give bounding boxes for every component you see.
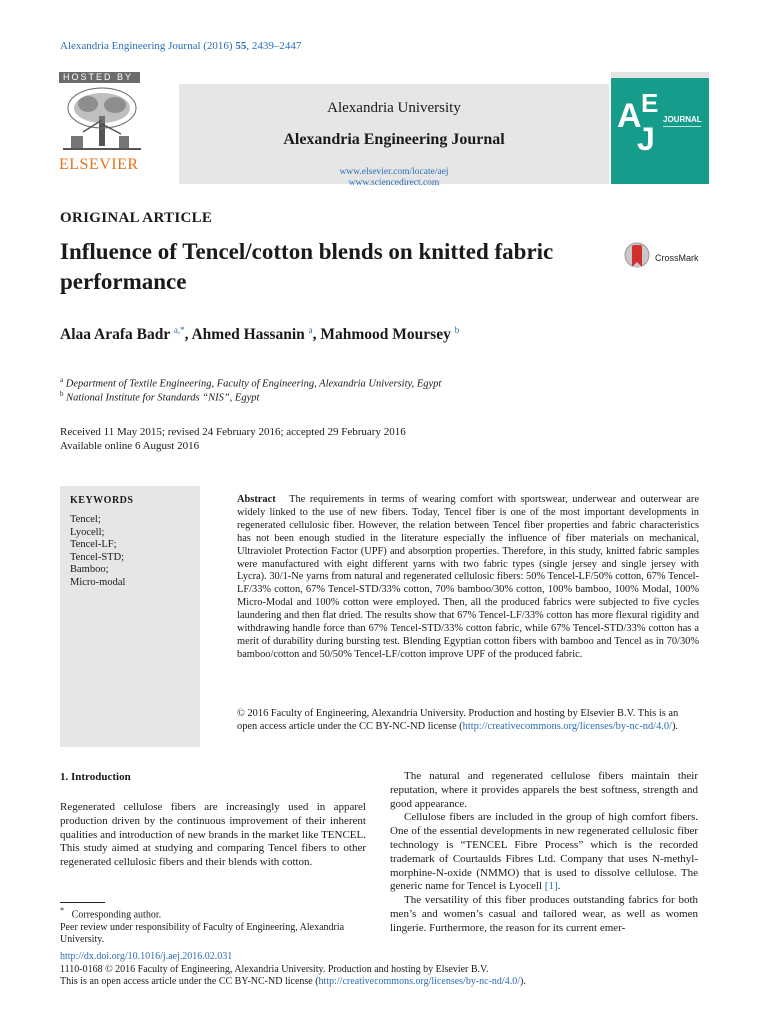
affiliation-b: $^b$ National Institute for Standards “NIS”, Egypt [60,390,260,404]
sciencedirect-url-link[interactable]: www.sciencedirect.com [348,178,440,188]
crossmark-label: CrossMark [655,253,699,263]
intro-paragraph: Cellulose fibers are included in the group of high comfort fibers. One of the essential developments in new regenerated cellulosic fiber technology is “TENCEL Fibre Process” which is the recorded trademark of Courtaulds Fibres Ltd. Company that uses N-methyl-morphine-N-oxide (NMMO) that is used to dissolve cellulose. The generic name for Tencel is Lyocell [1]. [390,811,698,893]
license-link[interactable]: http://creativecommons.org/licenses/by-nc-nd/4.0/ [462,720,672,732]
author-affiliation-ref[interactable]: b [454,325,460,335]
keyword-item: Tencel; [70,514,101,525]
footnote-divider [60,902,105,903]
license-link[interactable]: http://creativecommons.org/licenses/by-nc-nd/4.0/ [318,976,520,987]
article-bottom-info [60,951,710,989]
university-name: Alexandria University [327,100,461,116]
doi-link[interactable]: http://dx.doi.org/10.1016/j.aej.2016.02.031 [60,951,233,962]
banner-center-panel [179,84,609,188]
author-name: Mahmood Moursey [320,326,451,344]
author-affiliation-ref[interactable]: a,* [173,325,185,335]
affiliation-a: $^a$ Department of Textile Engineering, Faculty of Engineering, Alexandria University, Egypt [60,376,442,390]
author-affiliation-ref[interactable]: a [308,325,313,335]
elsevier-logo-text: ELSEVIER [59,156,139,173]
keywords-list [70,514,125,589]
keyword-item: Micro-modal [70,576,126,588]
hosted-by-label: HOSTED BY [59,72,140,83]
abstract [237,494,699,662]
svg-text:J: J [637,121,655,157]
journal-banner [59,72,709,188]
article-title [60,237,620,297]
author-list: Alaa Arafa Badr $^{a,*}$, Ahmed Hassanin $^a$, Mahmood Moursey $^b$ [60,325,460,344]
journal-name: Alexandria Engineering Journal [283,131,505,148]
journal-url-link[interactable]: www.elsevier.com/locate/aej [339,167,449,177]
corresponding-author-note: * Corresponding author. [60,906,162,921]
peer-review-note: Peer review under responsibility of Faculty of Engineering, Alexandria University. [60,921,345,946]
title-line-1: Influence of Tencel/cotton blends on knitted fabric [60,239,554,264]
keyword-item: Tencel-STD; [70,551,125,563]
abstract-copyright: © 2016 Faculty of Engineering, Alexandria University. Production and hosting by Elsevier B.V. This is an open access article under the CC BY-NC-ND license (http://creativecommons.org/licenses/by-nc-nd/4.0/). [237,708,679,732]
footnotes [60,905,366,947]
intro-right-column [390,770,698,936]
keyword-item: Tencel-LF; [70,539,117,550]
received-dates: Received 11 May 2015; revised 24 February 2016; accepted 29 February 2016 [60,426,406,438]
elsevier-tree-logo-icon [63,86,141,152]
license-line: This is an open access article under the CC BY-NC-ND license (http://creativecommons.org/licenses/by-nc-nd/4.0/). [60,976,526,987]
keywords-box [60,486,200,747]
intro-left-column [60,801,366,870]
keywords-heading: KEYWORDS [70,495,134,506]
keyword-item: Bamboo; [70,564,109,575]
journal-cover-art-icon [611,72,709,184]
intro-paragraph: The versatility of this fiber produces outstanding fabrics for both men’s and women’s casual and tailored wear, as well as women lingerie. Furthermore, the reason for its current emer- [390,894,698,934]
intro-paragraph: The natural and regenerated cellulose fibers maintain their reputation, where it provides apparels the best softness, strength and good appearance. [390,770,698,810]
keyword-item: Lyocell; [70,526,105,538]
cover-journal-word: JOURNAL [663,115,702,124]
crossmark-icon [623,240,651,272]
author-name: Ahmed Hassanin [191,326,305,344]
svg-text:E: E [641,88,659,118]
online-date: Available online 6 August 2016 [60,440,200,452]
title-line-2: performance [60,269,187,294]
abstract-text: The requirements in terms of wearing comfort with sportswear, underwear and outerwear are widely linked to the use of new fibers. Today, Tencel fiber is one of the most important developments in regenerated cellulosic fiber. However, the relation between Tencel fiber properties and fabric characteristics has not been enough studied in the literature especially the influence of fiber materials on mechanical, Ultraviolet Protection Factor (UPF) and absorption properties. Therefore, in this study, knitted fabric samples were manufactured with eight different yarns with two fabric types (single jersey and single jersey with Lycra). 30/1-Ne yarns from natural and regenerated cellulosic fibers: 50% Tencel-LF/50% cotton, 67% Tencel-LF/33% cotton, 67% Tencel-STD/33% cotton, 70% bamboo/30% cotton, 100% bamboo, 100% Modal, 100% Micro-Modal and 100% cotton were employed. Then, all the produced fabrics were subjected to five cycles laundering and then flat dried. The results show that 67% Tencel-LF/33% cotton has more flexural rigidity and withdrawing handle force than 67% Tencel-STD/33% cotton fabric, while 67% Tencel-STD/33% cotton has a merit of durability during bursting test. Blending Egyptian cotton fibers with bamboo and Tencel as in 70/30% bamboo/cotton and 50/50% Tencel-LF/cotton improve UPF of the produced fabric. [237,494,699,660]
reference-link[interactable]: [1] [544,880,558,893]
author-name: Alaa Arafa Badr [60,326,170,344]
journal-cover-image [611,72,709,184]
intro-paragraph: Regenerated cellulose fibers are increasingly used in apparel production driven by the continuous improvement of their inherent qualities and introduction of new brands in the market like TENCEL. This study aimed at studying and comparing Tencel fibers to other regenerated cellulosic fibers and their blends with cotton. [60,801,366,869]
svg-text:A: A [617,97,642,135]
issn-line: 1110-0168 © 2016 Faculty of Engineering, Alexandria University. Production and hosting by Elsevier B.V. [60,963,489,975]
section-heading-introduction: 1. Introduction [60,771,131,783]
abstract-label: Abstract [237,494,276,505]
crossmark-badge[interactable] [623,240,713,272]
journal-citation[interactable]: Alexandria Engineering Journal (2016) 55, 2439–2447 [60,40,302,52]
article-type: ORIGINAL ARTICLE [60,210,213,226]
